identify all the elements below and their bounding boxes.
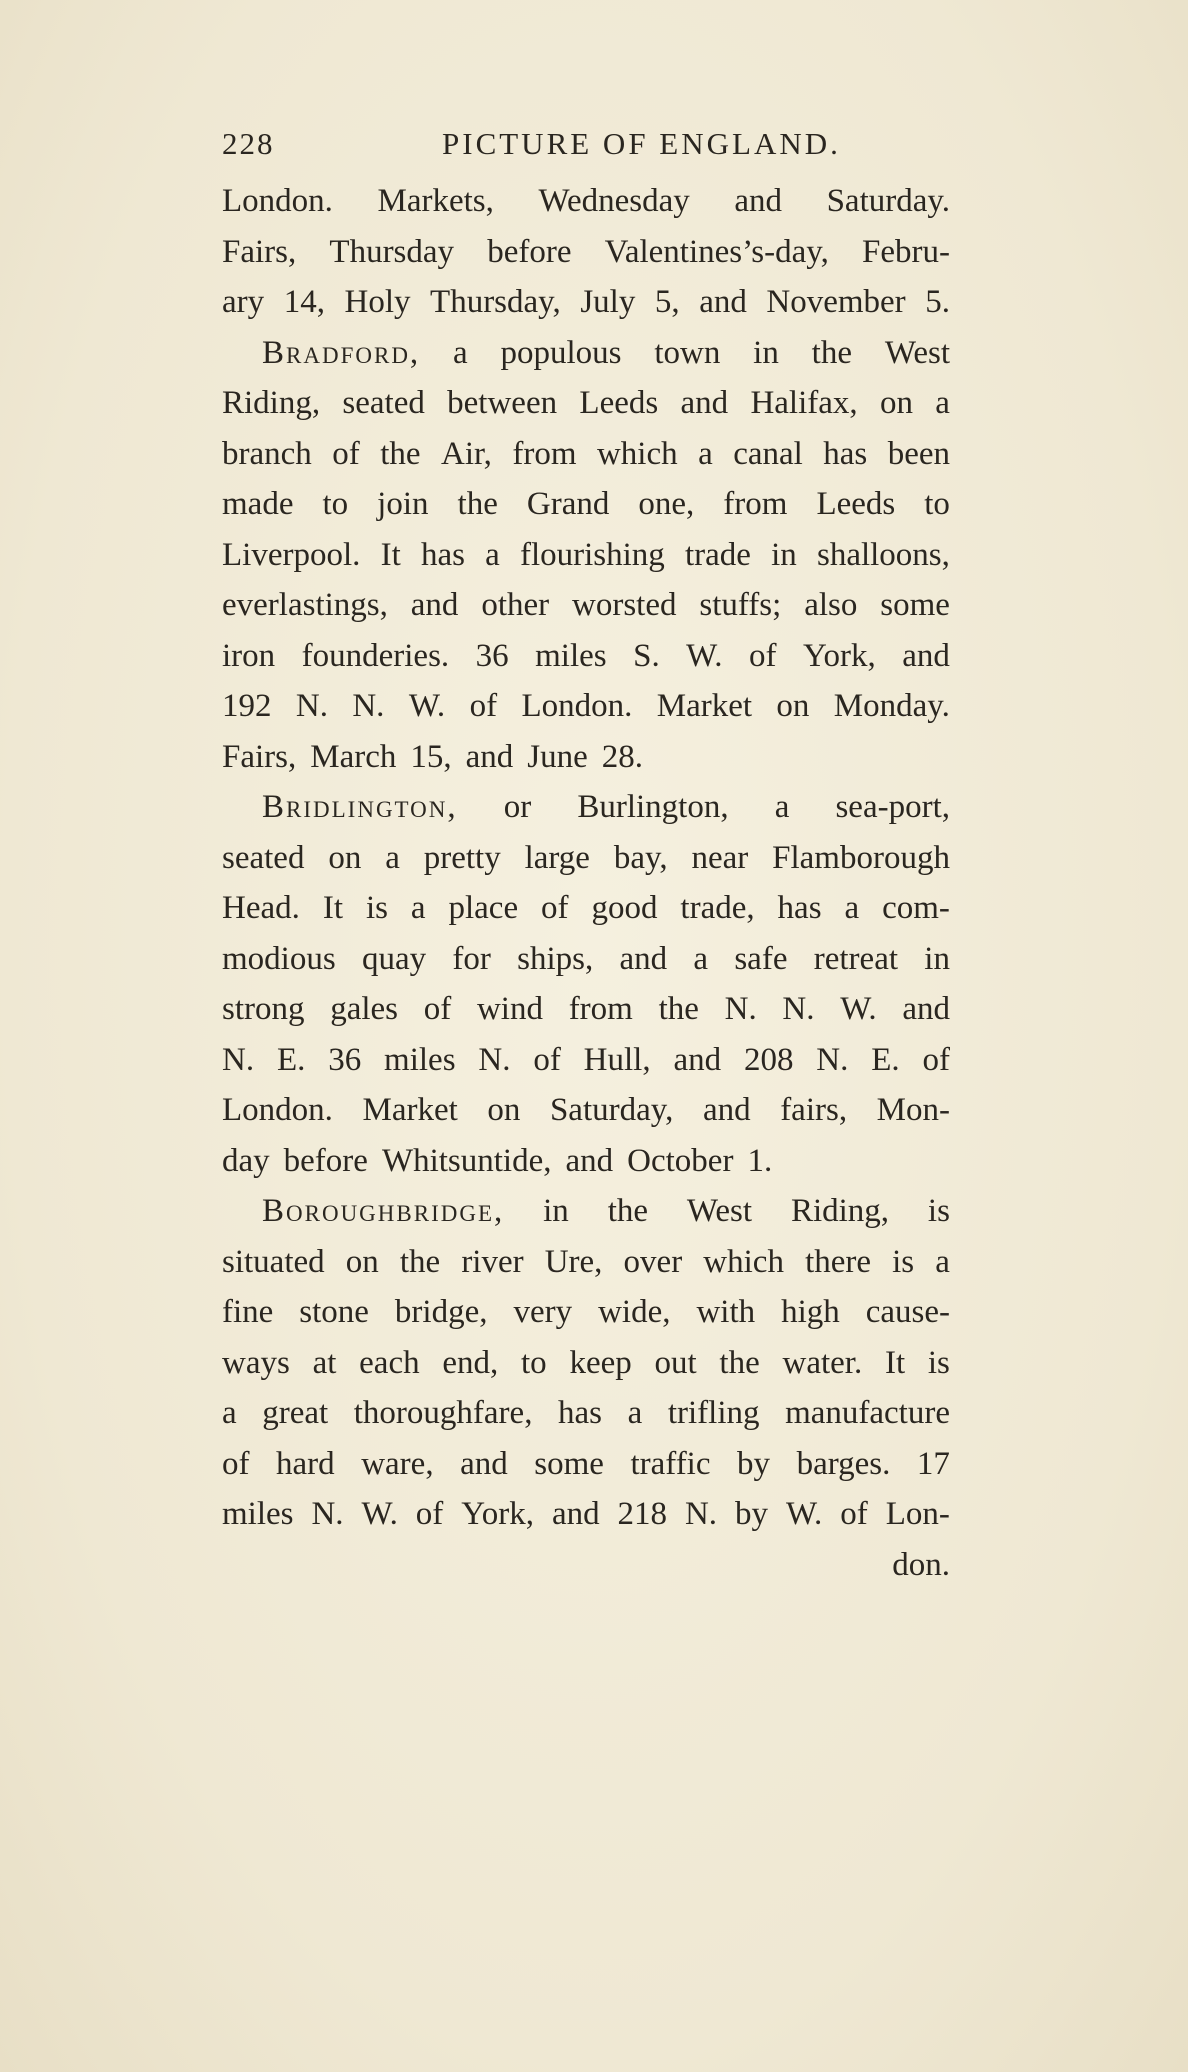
- word: Liverpool.: [222, 536, 361, 573]
- text-line: [222, 1489, 950, 1540]
- word: Hull,: [583, 1041, 651, 1078]
- text-line: [222, 1388, 950, 1439]
- word: flourishing: [519, 536, 665, 573]
- word: by: [737, 1445, 771, 1482]
- word: end,: [442, 1344, 499, 1381]
- word: and: [699, 284, 747, 320]
- word: also: [804, 587, 858, 623]
- word: town: [654, 334, 721, 371]
- word: of: [922, 1041, 950, 1078]
- word: Leeds: [816, 486, 896, 522]
- word: N.: [222, 1041, 255, 1078]
- word: 192: [222, 688, 272, 724]
- word: for: [452, 940, 491, 977]
- word: and: [902, 637, 950, 674]
- word: great: [262, 1395, 329, 1431]
- text-line: [222, 1035, 950, 1086]
- word: has: [777, 890, 822, 926]
- word: water.: [782, 1344, 863, 1381]
- word: trifling: [667, 1395, 760, 1431]
- word: modious: [222, 940, 336, 977]
- word: thoroughfare,: [353, 1395, 533, 1431]
- word: the: [607, 1193, 649, 1229]
- word: and: [565, 1142, 614, 1179]
- word: everlastings,: [222, 587, 388, 623]
- word: keep: [569, 1344, 632, 1381]
- word: one,: [638, 486, 695, 522]
- word: trade,: [680, 890, 755, 926]
- word: West: [686, 1193, 753, 1229]
- word: It: [380, 536, 401, 573]
- word: Saturday.: [826, 183, 950, 219]
- word: seated: [222, 839, 305, 876]
- word: a: [935, 1243, 950, 1280]
- word: 14,: [283, 284, 325, 320]
- word: London.: [222, 1092, 333, 1128]
- body-text: [222, 176, 950, 1590]
- text-line: [222, 530, 950, 581]
- word: trade: [684, 536, 751, 573]
- word: Ure,: [544, 1243, 603, 1280]
- word: 15,: [410, 738, 452, 775]
- word: It: [322, 890, 343, 926]
- word: W.: [686, 637, 723, 674]
- word: 1.: [747, 1142, 773, 1179]
- word: Market: [362, 1092, 458, 1128]
- word: 28.: [601, 738, 644, 775]
- word: fairs,: [780, 1092, 848, 1128]
- word: a: [698, 435, 713, 472]
- word: of: [749, 637, 777, 674]
- word: bay,: [613, 839, 668, 876]
- word: Burlington,: [577, 789, 729, 825]
- word: Febru-: [862, 233, 950, 270]
- word: has: [558, 1395, 603, 1431]
- word: iron: [222, 637, 276, 674]
- word: with: [696, 1294, 756, 1330]
- word: don.: [892, 1546, 950, 1583]
- word: before: [487, 233, 572, 270]
- word: Fairs,: [222, 738, 297, 775]
- word: a: [693, 940, 709, 977]
- word: It: [884, 1344, 906, 1381]
- word: cause-: [865, 1294, 950, 1330]
- word: N.: [311, 1496, 344, 1532]
- word: been: [887, 435, 950, 472]
- word: large: [524, 839, 590, 876]
- word: ary: [222, 284, 265, 320]
- word: in: [753, 334, 779, 371]
- word: Flamborough: [772, 839, 950, 876]
- word: W.: [408, 688, 446, 724]
- text-line: [222, 732, 950, 783]
- word: Valentines’s-day,: [604, 233, 829, 270]
- word: October: [627, 1142, 734, 1179]
- text-line: [222, 378, 950, 429]
- word: a: [774, 789, 790, 825]
- word: branch: [222, 435, 312, 472]
- word: which: [703, 1243, 784, 1280]
- text-line: [222, 782, 950, 833]
- word: from: [723, 486, 788, 522]
- text-line: [222, 1338, 950, 1389]
- word: and: [680, 385, 729, 421]
- text-line: [222, 1085, 950, 1136]
- word: from: [512, 435, 577, 472]
- word: is: [892, 1243, 915, 1280]
- word: a: [627, 1395, 643, 1431]
- word: Fairs,: [222, 233, 297, 270]
- text-line: [222, 429, 950, 480]
- page-number: 228: [222, 126, 275, 161]
- word: Air,: [440, 435, 492, 472]
- word: com-: [882, 890, 950, 926]
- running-head: [222, 120, 982, 168]
- word: 36: [475, 637, 509, 674]
- word: ware,: [361, 1445, 434, 1482]
- word: and: [619, 940, 668, 977]
- word: the: [811, 334, 852, 371]
- word: or: [503, 789, 532, 825]
- word: and: [734, 183, 782, 219]
- word: N.: [816, 1041, 849, 1078]
- word: sea-port,: [835, 789, 950, 825]
- word: 208: [743, 1041, 794, 1078]
- text-line: [222, 1540, 950, 1591]
- word: and: [902, 991, 950, 1027]
- word: ways: [222, 1344, 290, 1381]
- word: stuffs;: [699, 587, 782, 623]
- word: miles: [535, 637, 607, 674]
- word: the: [719, 1344, 760, 1381]
- word: 17: [916, 1445, 950, 1482]
- word: situated: [222, 1243, 325, 1280]
- word: hard: [276, 1445, 335, 1482]
- word: Boroughbridge,: [262, 1193, 505, 1229]
- word: and: [410, 587, 459, 623]
- text-line: [222, 1439, 950, 1490]
- word: July: [580, 284, 636, 320]
- word: Thursday: [329, 233, 455, 270]
- text-line: [222, 984, 950, 1035]
- text-line: [222, 479, 950, 530]
- word: before: [283, 1142, 368, 1179]
- word: river: [461, 1243, 524, 1280]
- word: populous: [500, 334, 622, 371]
- word: other: [481, 587, 550, 623]
- word: the: [399, 1243, 441, 1280]
- word: ships,: [517, 940, 594, 977]
- word: March: [310, 738, 397, 775]
- word: and: [702, 1092, 751, 1128]
- word: 5.: [925, 284, 950, 320]
- text-line: [222, 328, 950, 379]
- word: stone: [299, 1294, 369, 1330]
- word: wind: [476, 991, 543, 1027]
- text-line: [222, 580, 950, 631]
- text-line: [222, 631, 950, 682]
- word: Halifax,: [750, 385, 858, 421]
- text-line: [222, 1186, 950, 1237]
- word: a: [410, 890, 426, 926]
- word: join: [377, 486, 429, 522]
- text-line: [222, 883, 950, 934]
- word: in: [543, 1193, 569, 1229]
- word: the: [658, 991, 699, 1027]
- word: N.: [724, 991, 757, 1027]
- word: a: [935, 385, 950, 421]
- word: Monday.: [833, 688, 950, 724]
- word: London.: [222, 183, 333, 219]
- word: Grand: [526, 486, 610, 522]
- word: has: [823, 435, 868, 472]
- word: on: [776, 688, 810, 724]
- word: safe: [734, 940, 788, 977]
- word: 218: [617, 1496, 668, 1532]
- word: at: [312, 1344, 337, 1381]
- word: Holy: [344, 284, 411, 320]
- word: seated: [342, 385, 425, 421]
- word: and: [460, 1445, 508, 1482]
- word: N.: [352, 688, 385, 724]
- word: N.: [478, 1041, 511, 1078]
- word: of: [840, 1496, 868, 1532]
- word: of: [222, 1445, 250, 1482]
- text-line: [222, 1136, 950, 1187]
- word: canal: [733, 435, 803, 472]
- word: in: [924, 940, 950, 977]
- text-line: [222, 1287, 950, 1338]
- word: of: [332, 435, 360, 472]
- word: Riding,: [790, 1193, 890, 1229]
- word: traffic: [630, 1445, 711, 1482]
- word: is: [927, 1344, 950, 1381]
- word: high: [781, 1294, 840, 1330]
- word: which: [596, 435, 678, 472]
- word: a: [453, 334, 468, 371]
- word: Markets,: [377, 183, 494, 219]
- word: quay: [361, 940, 427, 977]
- word: the: [457, 486, 498, 522]
- word: manufacture: [785, 1395, 950, 1431]
- word: to: [322, 486, 349, 522]
- word: has: [420, 536, 465, 573]
- word: fine: [222, 1294, 274, 1330]
- word: November: [766, 284, 906, 320]
- word: and: [673, 1041, 722, 1078]
- word: Lon-: [885, 1496, 950, 1532]
- word: made: [222, 486, 294, 522]
- word: on: [328, 839, 362, 876]
- word: Whitsuntide,: [381, 1142, 552, 1179]
- word: gales: [330, 991, 399, 1027]
- word: of: [469, 688, 498, 724]
- word: York,: [802, 637, 876, 674]
- word: worsted: [572, 587, 677, 623]
- word: out: [654, 1344, 697, 1381]
- word: in: [771, 536, 797, 573]
- word: Riding,: [222, 385, 321, 421]
- word: W.: [840, 991, 877, 1027]
- word: from: [568, 991, 633, 1027]
- word: Wednesday: [538, 183, 690, 219]
- word: each: [359, 1344, 420, 1381]
- word: and: [465, 738, 514, 775]
- text-line: [222, 227, 950, 278]
- word: place: [448, 890, 519, 926]
- word: of: [423, 991, 452, 1027]
- text-line: [222, 681, 950, 732]
- text-line: [222, 277, 950, 328]
- word: 36: [328, 1041, 362, 1078]
- word: to: [924, 486, 950, 522]
- word: on: [345, 1243, 379, 1280]
- word: Mon-: [876, 1092, 950, 1128]
- text-line: [222, 833, 950, 884]
- word: strong: [222, 991, 305, 1027]
- word: S.: [633, 637, 660, 674]
- word: pretty: [423, 839, 501, 876]
- word: E.: [276, 1041, 306, 1078]
- word: Saturday,: [549, 1092, 674, 1128]
- word: N.: [782, 991, 815, 1027]
- word: a: [385, 839, 400, 876]
- word: West: [884, 334, 950, 371]
- word: to: [521, 1344, 547, 1381]
- word: on: [487, 1092, 521, 1128]
- text-line: [222, 1237, 950, 1288]
- word: on: [879, 385, 913, 421]
- word: a: [844, 890, 860, 926]
- word: W.: [785, 1496, 823, 1532]
- word: good: [591, 890, 658, 926]
- word: Market: [656, 688, 753, 724]
- word: and: [551, 1496, 600, 1532]
- word: some: [534, 1445, 604, 1482]
- running-title: PICTURE OF ENGLAND.: [442, 126, 841, 161]
- word: Bridlington,: [262, 789, 458, 825]
- word: shalloons,: [816, 536, 950, 573]
- word: day: [222, 1142, 270, 1179]
- word: of: [415, 1496, 444, 1532]
- word: W.: [361, 1496, 398, 1532]
- word: York,: [461, 1496, 534, 1532]
- word: there: [805, 1243, 872, 1280]
- word: Bradford,: [262, 334, 421, 371]
- word: N.: [684, 1496, 718, 1532]
- word: N.: [295, 688, 328, 724]
- word: Thursday,: [430, 284, 561, 320]
- word: wide,: [598, 1294, 671, 1330]
- word: over: [623, 1243, 683, 1280]
- word: founderies.: [301, 637, 450, 674]
- word: June: [527, 738, 588, 775]
- word: Head.: [222, 890, 300, 926]
- word: near: [691, 839, 749, 876]
- word: a: [485, 536, 500, 573]
- word: retreat: [813, 940, 899, 977]
- word: E.: [871, 1041, 900, 1078]
- word: miles: [384, 1041, 456, 1078]
- word: by: [735, 1496, 768, 1532]
- word: of: [541, 890, 569, 926]
- word: 5,: [654, 284, 680, 320]
- word: of: [533, 1041, 561, 1078]
- word: barges.: [796, 1445, 891, 1482]
- word: bridge,: [394, 1294, 488, 1330]
- word: is: [365, 890, 388, 926]
- word: very: [513, 1294, 573, 1330]
- word: the: [380, 435, 421, 472]
- word: a: [222, 1395, 237, 1431]
- word: between: [447, 385, 558, 421]
- word: some: [880, 587, 950, 623]
- text-line: [222, 176, 950, 227]
- word: London.: [521, 688, 633, 724]
- text-line: [222, 934, 950, 985]
- word: miles: [222, 1496, 294, 1532]
- word: is: [927, 1193, 950, 1229]
- word: Leeds: [579, 385, 659, 421]
